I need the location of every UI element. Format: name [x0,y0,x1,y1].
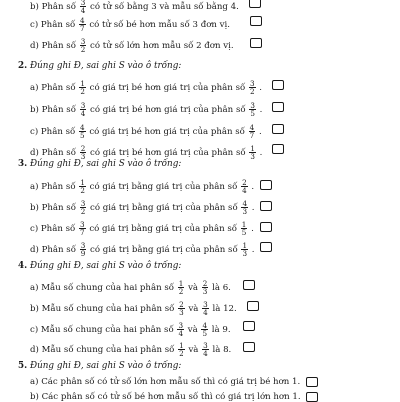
denominator: 4 [80,6,86,16]
numerator: 3 [80,0,86,7]
fraction [80,200,87,215]
fraction [177,322,184,337]
answer-box-2d[interactable] [272,144,284,154]
answer-box-3b[interactable] [260,201,272,211]
section-4-heading [18,262,181,271]
s4-item-c [30,322,231,337]
answer-box-2a[interactable] [272,80,284,90]
fraction [249,145,256,160]
item-label: d) Phân số [30,245,76,256]
item-label: d) Phân số [30,148,76,159]
numerator: 3 [250,101,255,110]
answer-box-5a[interactable] [306,377,318,387]
fraction [241,179,248,194]
item-text: có giá trị bằng giá trị của phân số [90,245,238,256]
denominator: 3 [242,249,248,259]
denominator: 7 [80,228,85,238]
denominator: 2 [249,87,255,97]
numerator: 3 [80,199,86,208]
fraction [79,17,86,32]
denominator: 2 [80,207,86,217]
item-label: c) Mẫu số chung của hai phân số [30,325,174,336]
s3-item-a: a) Phân số $\frac{1}{2}$ có giá trị bằng giá trị của phân số $\frac{2}{4}$ . [30,178,255,196]
item-label: c) Phân số [30,224,76,235]
fraction [79,179,86,194]
answer-box-3c[interactable] [260,222,272,232]
numerator: 3 [80,101,86,110]
fraction [241,221,248,236]
numerator: 2 [202,279,208,288]
fraction [178,280,185,295]
section-instruction: Đúng ghi Đ, sai ghi S vào ô trống: [29,361,182,371]
s4-item-d [30,342,231,357]
numerator: 2 [179,300,184,309]
answer-box-1c[interactable] [250,16,262,26]
denominator: 2 [178,287,184,297]
s5-item-b [30,393,301,402]
numerator: 2 [242,178,247,187]
conjunction: và [188,304,199,315]
denominator: 3 [202,287,208,297]
answer-box-4a[interactable] [243,280,255,290]
answer-box-3a[interactable] [260,180,272,190]
denominator: 3 [80,152,86,162]
s2-item-c: c) Phân số $\frac{4}{5}$ có giá trị bé hơn giá trị của phân số $\frac{4}{7}$ . [30,123,262,141]
item-text: a) Các phân số có tử số lớn hơn mẫu số thì có giá trị bé hơn 1. [30,377,301,387]
numerator: 4 [202,321,208,330]
denominator: 4 [203,349,208,359]
item-label: d) Mẫu số chung của hai phân số [30,345,175,356]
denominator: 4 [203,308,208,318]
answer-box-5b[interactable] [306,392,318,402]
numerator: 3 [178,321,184,330]
denominator: 5 [241,228,247,238]
denominator: 2 [179,349,184,359]
item-text: có giá trị bé hơn giá trị của phân số [90,148,246,159]
item-label: a) Phân số [30,83,76,94]
fraction [178,301,185,316]
numerator: 3 [80,241,86,250]
section-number: 5. [18,361,28,371]
section-5-heading [18,362,181,371]
numerator: 3 [203,341,208,350]
numerator: 4 [242,199,248,208]
denominator: 7 [80,24,85,34]
item-label: b) Phân số [30,105,76,116]
item-label: b) Phân số [30,2,76,13]
fraction [80,0,87,14]
numerator: 4 [249,123,255,132]
fraction [241,242,248,257]
fraction [80,38,87,53]
answer-box-4c[interactable] [243,321,255,331]
fraction [79,221,86,236]
denominator: 5 [202,329,208,339]
answer-box-1d[interactable] [250,38,262,48]
fraction [241,200,248,215]
answer-box-2c[interactable] [272,124,284,134]
numerator: 4 [80,123,85,132]
item-text: có giá trị bằng giá trị của phân số [89,224,238,235]
item-text: có tử số lớn hơn mẫu số 2 đơn vị. [90,41,234,52]
numerator: 1 [80,79,85,88]
numerator: 1 [242,241,248,250]
section-3-heading [18,160,181,169]
s2-item-d: d) Phân số $\frac{2}{3}$ có giá trị bé hơn giá trị của phân số $\frac{1}{3}$ . [30,144,263,162]
fraction [202,301,209,316]
fraction [249,124,256,139]
item-tail: là 9. [211,325,231,336]
item-text: có giá trị bé hơn giá trị của phân số [89,83,246,94]
fraction [249,102,256,117]
denominator: 2 [80,87,85,97]
section-number: 2. [18,61,28,71]
fraction [202,280,209,295]
answer-box-2b[interactable] [272,102,284,112]
conjunction: và [187,325,198,336]
answer-box-4d[interactable] [243,342,255,352]
fraction [249,80,256,95]
denominator: 4 [242,186,247,196]
numerator: 1 [250,144,255,153]
answer-box-1b[interactable] [249,0,261,8]
s4-item-b [30,301,237,316]
item-label: c) Phân số [30,20,76,31]
item-text: có giá trị bé hơn giá trị của phân số [90,105,246,116]
fraction [79,80,86,95]
item-text: có giá trị bé hơn giá trị của phân số [89,127,245,138]
denominator: 5 [80,131,85,141]
denominator: 2 [80,45,86,55]
s1-item-b [30,0,239,14]
item-label: a) Mẫu số chung của hai phân số [30,283,175,294]
numerator: 3 [249,79,255,88]
item-tail: là 12. [212,304,237,315]
item-label: b) Phân số [30,203,76,214]
s3-item-d: d) Phân số $\frac{3}{9}$ có giá trị bằng giá trị của phân số $\frac{1}{3}$ . [30,241,255,259]
item-label: d) Phân số [30,41,76,52]
numerator: 3 [80,220,85,229]
conjunction: và [188,283,199,294]
item-label: c) Phân số [30,127,76,138]
s2-item-a: a) Phân số $\frac{1}{2}$ có giá trị bé hơn giá trị của phân số $\frac{3}{2}$ . [30,79,263,97]
s1-item-c [30,17,230,32]
item-text: b) Các phân số có tử số bé hơn mẫu số thì có giá trị lớn hơn 1. [30,392,301,402]
fraction [80,242,87,257]
fraction [201,322,208,337]
section-2-heading [18,62,181,71]
denominator: 3 [242,207,248,217]
answer-box-4b[interactable] [247,301,259,311]
denominator: 7 [249,131,255,141]
s1-item-d [30,38,234,53]
fraction [202,342,209,357]
item-label: b) Mẫu số chung của hai phân số [30,304,175,315]
numerator: 4 [80,16,85,25]
item-text: có giá trị bằng giá trị của phân số [90,203,238,214]
numerator: 1 [80,178,85,187]
fraction [178,342,185,357]
denominator: 9 [80,249,86,259]
numerator: 2 [80,144,86,153]
fraction [79,124,86,139]
s3-item-b: b) Phân số $\frac{3}{2}$ có giá trị bằng giá trị của phân số $\frac{4}{3}$ . [30,199,255,217]
item-tail: là 6. [212,283,231,294]
denominator: 4 [178,329,184,339]
numerator: 1 [179,341,184,350]
item-text: có tử số bằng 3 và mẫu số bằng 4. [90,2,239,13]
s5-item-a [30,378,300,387]
fraction [80,102,87,117]
numerator: 1 [178,279,184,288]
denominator: 2 [80,186,85,196]
section-number: 4. [18,261,28,271]
denominator: 4 [80,109,86,119]
denominator: 5 [250,109,255,119]
item-text: có giá trị bằng giá trị của phân số [89,182,238,193]
s3-item-c: c) Phân số $\frac{3}{7}$ có giá trị bằng giá trị của phân số $\frac{1}{5}$ . [30,220,254,238]
section-instruction: Đúng ghi Đ, sai ghi S vào ô trống: [29,61,182,71]
numerator: 1 [241,220,247,229]
item-tail: là 8. [212,345,232,356]
section-instruction: Đúng ghi Đ, sai ghi S vào ô trống: [29,261,182,271]
section-instruction: Đúng ghi Đ, sai ghi S vào ô trống: [29,159,182,169]
section-number: 3. [18,159,28,169]
s4-item-a [30,280,231,295]
denominator: 3 [250,152,255,162]
denominator: 3 [179,308,184,318]
item-text: có tử số bé hơn mẫu số 3 đơn vị. [89,20,231,31]
item-label: a) Phân số [30,182,76,193]
s2-item-b: b) Phân số $\frac{3}{4}$ có giá trị bé hơn giá trị của phân số $\frac{3}{5}$ . [30,101,263,119]
numerator: 3 [80,37,86,46]
answer-box-3d[interactable] [260,242,272,252]
conjunction: và [188,345,199,356]
numerator: 3 [203,300,208,309]
